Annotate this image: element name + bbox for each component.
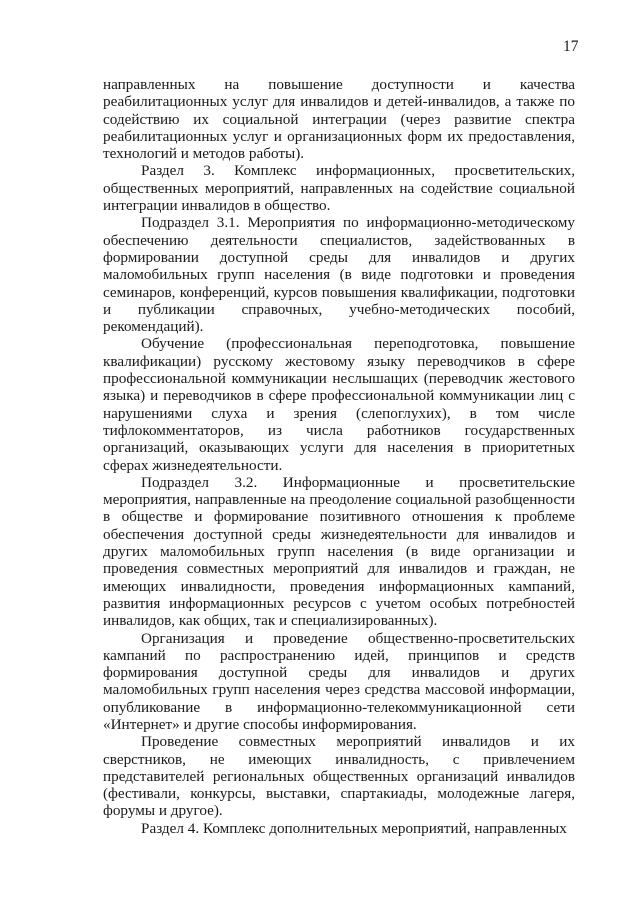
paragraph-training: Обучение (профессиональная переподготовка, повышение квалификации) русскому жестовому языку переводчиков в сфере профессиональной коммуникации неслышащих (переводчик жестового языка) и переводчиков в сфере профессиональной коммуникации лиц с нарушениями слуха и зрения (слепоглухих), в том числе тифлокомментаторов, из числа работников государственных организаций, оказывающих услуги для населения в приоритетных сферах жизнедеятельности. (103, 335, 575, 474)
paragraph-subsection-3-2: Подраздел 3.2. Информационные и просветительские мероприятия, направленные на преодоление социальной разобщенности в обществе и формирование позитивного отношения к проблеме обеспечения доступной среды жизнедеятельности для инвалидов и других маломобильных групп населения (в виде организации и проведения совместных мероприятий для инвалидов и граждан, не имеющих инвалидности, проведения информационных кампаний, развития информационных ресурсов с учетом особых потребностей инвалидов, как общих, так и специализированных). (103, 473, 575, 630)
paragraph-section-4: Раздел 4. Комплекс дополнительных мероприятий, направленных (141, 819, 567, 837)
page-number: 17 (563, 38, 579, 55)
document-body (103, 76, 575, 837)
paragraph-subsection-3-1: Подраздел 3.1. Мероприятия по информационно-методическому обеспечению деятельности специалистов, задействованных в формировании доступной среды для инвалидов и других маломобильных групп населения (в виде подготовки и проведения семинаров, конференций, курсов повышения квалификации, подготовки и публикации справочных, учебно-методических пособий, рекомендаций). (103, 214, 575, 336)
paragraph-campaigns: Организация и проведение общественно-просветительских кампаний по распространению идей, принципов и средств формирования доступной среды для инвалидов и других маломобильных групп населения через средства массовой информации, опубликование в информационно-телекоммуникационной сети «Интернет» и другие способы информирования. (103, 629, 575, 733)
paragraph-section-3: Раздел 3. Комплекс информационных, просветительских, общественных мероприятий, направленных на содействие социальной интеграции инвалидов в общество. (103, 162, 575, 215)
paragraph-joint-events: Проведение совместных мероприятий инвалидов и их сверстников, не имеющих инвалидность, с привлечением представителей региональных общественных организаций инвалидов (фестивали, конкурсы, выставки, спартакиады, молодежные лагеря, форумы и другое). (103, 733, 575, 820)
paragraph-intro-continuation: направленных на повышение доступности и качества реабилитационных услуг для инвалидов и детей-инвалидов, а также по содействию их социальной интеграции (через развитие спектра реабилитационных услуг и организационных форм их предоставления, технологий и методов работы). (103, 76, 575, 163)
